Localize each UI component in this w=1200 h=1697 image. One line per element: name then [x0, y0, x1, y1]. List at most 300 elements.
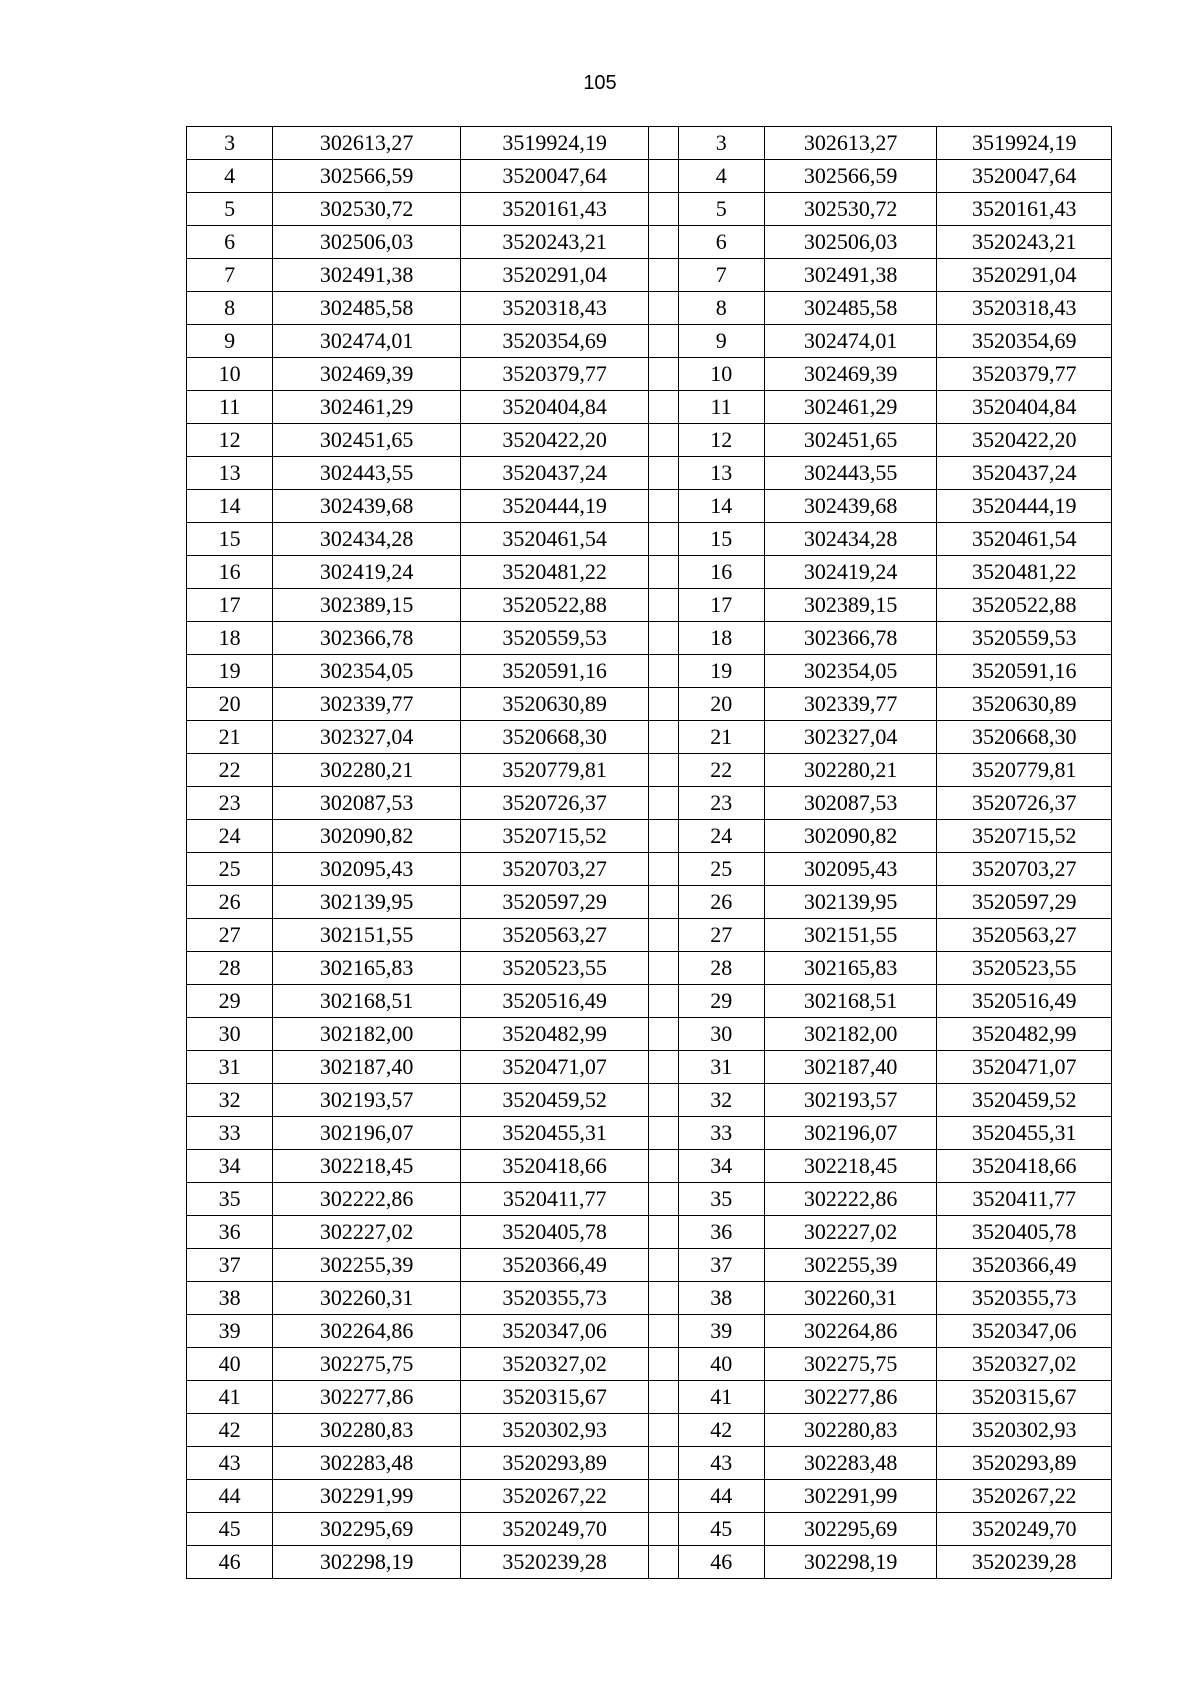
point-number-cell-right: 6: [678, 226, 764, 259]
y-coordinate-cell: 3520668,30: [460, 721, 649, 754]
coordinates-table-body: [187, 127, 1112, 1579]
x-coordinate-cell: 302277,86: [273, 1381, 461, 1414]
x-coordinate-cell-right: 302327,04: [764, 721, 937, 754]
y-coordinate-cell-right: 3520366,49: [937, 1249, 1112, 1282]
spacer-cell: [649, 1282, 678, 1315]
point-number-cell-right: 33: [678, 1117, 764, 1150]
x-coordinate-cell-right: 302280,21: [764, 754, 937, 787]
spacer-cell: [649, 655, 678, 688]
table-row: [187, 1249, 1112, 1282]
spacer-cell: [649, 688, 678, 721]
point-number-cell: 23: [187, 787, 273, 820]
point-number-cell: 11: [187, 391, 273, 424]
point-number-cell: 25: [187, 853, 273, 886]
point-number-cell: 35: [187, 1183, 273, 1216]
table-row: [187, 688, 1112, 721]
x-coordinate-cell-right: 302087,53: [764, 787, 937, 820]
y-coordinate-cell: 3520366,49: [460, 1249, 649, 1282]
y-coordinate-cell: 3520516,49: [460, 985, 649, 1018]
y-coordinate-cell: 3520597,29: [460, 886, 649, 919]
y-coordinate-cell: 3520482,99: [460, 1018, 649, 1051]
table-row: [187, 886, 1112, 919]
table-row: [187, 919, 1112, 952]
x-coordinate-cell: 302283,48: [273, 1447, 461, 1480]
x-coordinate-cell: 302530,72: [273, 193, 461, 226]
spacer-cell: [649, 886, 678, 919]
point-number-cell-right: 15: [678, 523, 764, 556]
x-coordinate-cell-right: 302613,27: [764, 127, 937, 160]
table-row: [187, 127, 1112, 160]
spacer-cell: [649, 160, 678, 193]
x-coordinate-cell: 302419,24: [273, 556, 461, 589]
table-row: [187, 721, 1112, 754]
spacer-cell: [649, 1348, 678, 1381]
spacer-cell: [649, 226, 678, 259]
y-coordinate-cell-right: 3520267,22: [937, 1480, 1112, 1513]
x-coordinate-cell: 302196,07: [273, 1117, 461, 1150]
spacer-cell: [649, 1183, 678, 1216]
x-coordinate-cell: 302187,40: [273, 1051, 461, 1084]
point-number-cell-right: 39: [678, 1315, 764, 1348]
x-coordinate-cell-right: 302354,05: [764, 655, 937, 688]
point-number-cell-right: 13: [678, 457, 764, 490]
table-row: [187, 754, 1112, 787]
point-number-cell-right: 9: [678, 325, 764, 358]
spacer-cell: [649, 853, 678, 886]
y-coordinate-cell-right: 3520347,06: [937, 1315, 1112, 1348]
point-number-cell: 43: [187, 1447, 273, 1480]
y-coordinate-cell-right: 3520516,49: [937, 985, 1112, 1018]
y-coordinate-cell: 3520703,27: [460, 853, 649, 886]
point-number-cell-right: 18: [678, 622, 764, 655]
x-coordinate-cell: 302366,78: [273, 622, 461, 655]
spacer-cell: [649, 820, 678, 853]
spacer-cell: [649, 1546, 678, 1579]
x-coordinate-cell-right: 302366,78: [764, 622, 937, 655]
y-coordinate-cell: 3520047,64: [460, 160, 649, 193]
point-number-cell-right: 24: [678, 820, 764, 853]
y-coordinate-cell-right: 3520354,69: [937, 325, 1112, 358]
spacer-cell: [649, 127, 678, 160]
spacer-cell: [649, 1018, 678, 1051]
x-coordinate-cell-right: 302469,39: [764, 358, 937, 391]
y-coordinate-cell-right: 3520355,73: [937, 1282, 1112, 1315]
x-coordinate-cell: 302298,19: [273, 1546, 461, 1579]
y-coordinate-cell: 3520355,73: [460, 1282, 649, 1315]
y-coordinate-cell-right: 3520379,77: [937, 358, 1112, 391]
x-coordinate-cell: 302469,39: [273, 358, 461, 391]
x-coordinate-cell: 302443,55: [273, 457, 461, 490]
x-coordinate-cell-right: 302443,55: [764, 457, 937, 490]
point-number-cell: 26: [187, 886, 273, 919]
y-coordinate-cell: 3520315,67: [460, 1381, 649, 1414]
y-coordinate-cell: 3520726,37: [460, 787, 649, 820]
spacer-cell: [649, 1315, 678, 1348]
spacer-cell: [649, 952, 678, 985]
point-number-cell-right: 43: [678, 1447, 764, 1480]
y-coordinate-cell-right: 3520422,20: [937, 424, 1112, 457]
point-number-cell-right: 5: [678, 193, 764, 226]
table-row: [187, 1150, 1112, 1183]
point-number-cell: 30: [187, 1018, 273, 1051]
y-coordinate-cell: 3520239,28: [460, 1546, 649, 1579]
x-coordinate-cell: 302354,05: [273, 655, 461, 688]
point-number-cell: 18: [187, 622, 273, 655]
y-coordinate-cell-right: 3520405,78: [937, 1216, 1112, 1249]
point-number-cell-right: 14: [678, 490, 764, 523]
table-row: [187, 292, 1112, 325]
table-row: [187, 490, 1112, 523]
spacer-cell: [649, 424, 678, 457]
y-coordinate-cell: 3520379,77: [460, 358, 649, 391]
y-coordinate-cell: 3520779,81: [460, 754, 649, 787]
spacer-cell: [649, 1480, 678, 1513]
y-coordinate-cell: 3520471,07: [460, 1051, 649, 1084]
point-number-cell-right: 45: [678, 1513, 764, 1546]
point-number-cell-right: 8: [678, 292, 764, 325]
table-row: [187, 952, 1112, 985]
table-row: [187, 1447, 1112, 1480]
point-number-cell-right: 7: [678, 259, 764, 292]
y-coordinate-cell: 3520444,19: [460, 490, 649, 523]
y-coordinate-cell-right: 3520291,04: [937, 259, 1112, 292]
x-coordinate-cell: 302095,43: [273, 853, 461, 886]
x-coordinate-cell-right: 302168,51: [764, 985, 937, 1018]
point-number-cell-right: 19: [678, 655, 764, 688]
point-number-cell: 21: [187, 721, 273, 754]
point-number-cell: 14: [187, 490, 273, 523]
x-coordinate-cell: 302260,31: [273, 1282, 461, 1315]
point-number-cell: 32: [187, 1084, 273, 1117]
x-coordinate-cell: 302295,69: [273, 1513, 461, 1546]
x-coordinate-cell: 302139,95: [273, 886, 461, 919]
x-coordinate-cell: 302222,86: [273, 1183, 461, 1216]
point-number-cell: 24: [187, 820, 273, 853]
x-coordinate-cell: 302485,58: [273, 292, 461, 325]
table-row: [187, 1216, 1112, 1249]
table-row: [187, 1381, 1112, 1414]
y-coordinate-cell-right: 3520315,67: [937, 1381, 1112, 1414]
point-number-cell: 34: [187, 1150, 273, 1183]
table-row: [187, 1348, 1112, 1381]
point-number-cell-right: 34: [678, 1150, 764, 1183]
x-coordinate-cell: 302434,28: [273, 523, 461, 556]
point-number-cell: 3: [187, 127, 273, 160]
x-coordinate-cell: 302451,65: [273, 424, 461, 457]
x-coordinate-cell-right: 302291,99: [764, 1480, 937, 1513]
point-number-cell: 42: [187, 1414, 273, 1447]
table-row: [187, 622, 1112, 655]
table-row: [187, 556, 1112, 589]
table-row: [187, 523, 1112, 556]
x-coordinate-cell-right: 302227,02: [764, 1216, 937, 1249]
spacer-cell: [649, 1117, 678, 1150]
point-number-cell-right: 11: [678, 391, 764, 424]
point-number-cell: 17: [187, 589, 273, 622]
y-coordinate-cell-right: 3520418,66: [937, 1150, 1112, 1183]
point-number-cell: 37: [187, 1249, 273, 1282]
point-number-cell: 16: [187, 556, 273, 589]
x-coordinate-cell: 302566,59: [273, 160, 461, 193]
y-coordinate-cell: 3520318,43: [460, 292, 649, 325]
table-row: [187, 1183, 1112, 1216]
table-row: [187, 1018, 1112, 1051]
table-row: [187, 391, 1112, 424]
x-coordinate-cell-right: 302461,29: [764, 391, 937, 424]
x-coordinate-cell: 302280,21: [273, 754, 461, 787]
spacer-cell: [649, 556, 678, 589]
point-number-cell: 8: [187, 292, 273, 325]
point-number-cell: 41: [187, 1381, 273, 1414]
y-coordinate-cell: 3520418,66: [460, 1150, 649, 1183]
x-coordinate-cell-right: 302298,19: [764, 1546, 937, 1579]
y-coordinate-cell-right: 3520482,99: [937, 1018, 1112, 1051]
spacer-cell: [649, 1414, 678, 1447]
x-coordinate-cell-right: 302151,55: [764, 919, 937, 952]
x-coordinate-cell-right: 302187,40: [764, 1051, 937, 1084]
y-coordinate-cell-right: 3520597,29: [937, 886, 1112, 919]
point-number-cell-right: 26: [678, 886, 764, 919]
spacer-cell: [649, 358, 678, 391]
y-coordinate-cell-right: 3520726,37: [937, 787, 1112, 820]
y-coordinate-cell: 3520267,22: [460, 1480, 649, 1513]
point-number-cell: 33: [187, 1117, 273, 1150]
x-coordinate-cell-right: 302530,72: [764, 193, 937, 226]
point-number-cell-right: 36: [678, 1216, 764, 1249]
point-number-cell: 39: [187, 1315, 273, 1348]
x-coordinate-cell-right: 302566,59: [764, 160, 937, 193]
point-number-cell: 5: [187, 193, 273, 226]
y-coordinate-cell-right: 3520293,89: [937, 1447, 1112, 1480]
table-row: [187, 1117, 1112, 1150]
point-number-cell: 12: [187, 424, 273, 457]
x-coordinate-cell: 302165,83: [273, 952, 461, 985]
point-number-cell-right: 37: [678, 1249, 764, 1282]
x-coordinate-cell-right: 302260,31: [764, 1282, 937, 1315]
x-coordinate-cell-right: 302434,28: [764, 523, 937, 556]
point-number-cell-right: 32: [678, 1084, 764, 1117]
table-row: [187, 1546, 1112, 1579]
spacer-cell: [649, 1249, 678, 1282]
x-coordinate-cell-right: 302491,38: [764, 259, 937, 292]
point-number-cell-right: 3: [678, 127, 764, 160]
x-coordinate-cell-right: 302339,77: [764, 688, 937, 721]
x-coordinate-cell: 302327,04: [273, 721, 461, 754]
point-number-cell-right: 41: [678, 1381, 764, 1414]
y-coordinate-cell: 3520161,43: [460, 193, 649, 226]
point-number-cell: 19: [187, 655, 273, 688]
spacer-cell: [649, 754, 678, 787]
table-row: [187, 589, 1112, 622]
point-number-cell-right: 21: [678, 721, 764, 754]
y-coordinate-cell-right: 3520047,64: [937, 160, 1112, 193]
y-coordinate-cell-right: 3520302,93: [937, 1414, 1112, 1447]
table-row: [187, 457, 1112, 490]
point-number-cell-right: 22: [678, 754, 764, 787]
spacer-cell: [649, 1513, 678, 1546]
point-number-cell: 13: [187, 457, 273, 490]
y-coordinate-cell: 3520404,84: [460, 391, 649, 424]
y-coordinate-cell: 3520302,93: [460, 1414, 649, 1447]
x-coordinate-cell: 302264,86: [273, 1315, 461, 1348]
y-coordinate-cell-right: 3520471,07: [937, 1051, 1112, 1084]
y-coordinate-cell-right: 3520715,52: [937, 820, 1112, 853]
x-coordinate-cell: 302255,39: [273, 1249, 461, 1282]
x-coordinate-cell-right: 302264,86: [764, 1315, 937, 1348]
y-coordinate-cell: 3520455,31: [460, 1117, 649, 1150]
table-row: [187, 226, 1112, 259]
x-coordinate-cell-right: 302090,82: [764, 820, 937, 853]
spacer-cell: [649, 1084, 678, 1117]
x-coordinate-cell-right: 302165,83: [764, 952, 937, 985]
point-number-cell-right: 38: [678, 1282, 764, 1315]
y-coordinate-cell-right: 3520404,84: [937, 391, 1112, 424]
y-coordinate-cell: 3520523,55: [460, 952, 649, 985]
x-coordinate-cell-right: 302193,57: [764, 1084, 937, 1117]
table-row: [187, 160, 1112, 193]
point-number-cell-right: 40: [678, 1348, 764, 1381]
x-coordinate-cell-right: 302389,15: [764, 589, 937, 622]
x-coordinate-cell: 302474,01: [273, 325, 461, 358]
point-number-cell: 4: [187, 160, 273, 193]
y-coordinate-cell-right: 3519924,19: [937, 127, 1112, 160]
table-row: [187, 787, 1112, 820]
point-number-cell: 27: [187, 919, 273, 952]
y-coordinate-cell: 3520243,21: [460, 226, 649, 259]
y-coordinate-cell-right: 3520461,54: [937, 523, 1112, 556]
point-number-cell-right: 17: [678, 589, 764, 622]
y-coordinate-cell-right: 3520327,02: [937, 1348, 1112, 1381]
x-coordinate-cell: 302439,68: [273, 490, 461, 523]
x-coordinate-cell: 302291,99: [273, 1480, 461, 1513]
y-coordinate-cell: 3520630,89: [460, 688, 649, 721]
point-number-cell: 38: [187, 1282, 273, 1315]
point-number-cell: 22: [187, 754, 273, 787]
y-coordinate-cell-right: 3520455,31: [937, 1117, 1112, 1150]
point-number-cell: 40: [187, 1348, 273, 1381]
spacer-cell: [649, 523, 678, 556]
y-coordinate-cell: 3520461,54: [460, 523, 649, 556]
y-coordinate-cell-right: 3520444,19: [937, 490, 1112, 523]
y-coordinate-cell: 3520293,89: [460, 1447, 649, 1480]
x-coordinate-cell-right: 302474,01: [764, 325, 937, 358]
x-coordinate-cell: 302090,82: [273, 820, 461, 853]
point-number-cell: 36: [187, 1216, 273, 1249]
spacer-cell: [649, 1051, 678, 1084]
spacer-cell: [649, 490, 678, 523]
spacer-cell: [649, 985, 678, 1018]
table-row: [187, 193, 1112, 226]
y-coordinate-cell: 3520422,20: [460, 424, 649, 457]
y-coordinate-cell-right: 3520591,16: [937, 655, 1112, 688]
y-coordinate-cell-right: 3520523,55: [937, 952, 1112, 985]
point-number-cell: 15: [187, 523, 273, 556]
spacer-cell: [649, 193, 678, 226]
point-number-cell: 6: [187, 226, 273, 259]
y-coordinate-cell: 3520354,69: [460, 325, 649, 358]
spacer-cell: [649, 589, 678, 622]
table-row: [187, 1414, 1112, 1447]
x-coordinate-cell: 302506,03: [273, 226, 461, 259]
x-coordinate-cell-right: 302095,43: [764, 853, 937, 886]
point-number-cell: 7: [187, 259, 273, 292]
point-number-cell-right: 25: [678, 853, 764, 886]
point-number-cell: 20: [187, 688, 273, 721]
point-number-cell: 45: [187, 1513, 273, 1546]
table-row: [187, 1084, 1112, 1117]
x-coordinate-cell: 302151,55: [273, 919, 461, 952]
table-row: [187, 259, 1112, 292]
y-coordinate-cell: 3520405,78: [460, 1216, 649, 1249]
y-coordinate-cell-right: 3520559,53: [937, 622, 1112, 655]
y-coordinate-cell-right: 3520243,21: [937, 226, 1112, 259]
point-number-cell: 10: [187, 358, 273, 391]
spacer-cell: [649, 919, 678, 952]
spacer-cell: [649, 292, 678, 325]
table-row: [187, 985, 1112, 1018]
x-coordinate-cell-right: 302222,86: [764, 1183, 937, 1216]
spacer-cell: [649, 325, 678, 358]
point-number-cell-right: 20: [678, 688, 764, 721]
x-coordinate-cell-right: 302451,65: [764, 424, 937, 457]
y-coordinate-cell-right: 3520563,27: [937, 919, 1112, 952]
y-coordinate-cell: 3520559,53: [460, 622, 649, 655]
point-number-cell-right: 12: [678, 424, 764, 457]
table-row: [187, 1513, 1112, 1546]
point-number-cell-right: 30: [678, 1018, 764, 1051]
point-number-cell-right: 42: [678, 1414, 764, 1447]
spacer-cell: [649, 391, 678, 424]
y-coordinate-cell: 3520522,88: [460, 589, 649, 622]
table-row: [187, 1315, 1112, 1348]
y-coordinate-cell: 3520291,04: [460, 259, 649, 292]
point-number-cell-right: 23: [678, 787, 764, 820]
x-coordinate-cell: 302227,02: [273, 1216, 461, 1249]
point-number-cell-right: 35: [678, 1183, 764, 1216]
x-coordinate-cell: 302280,83: [273, 1414, 461, 1447]
point-number-cell-right: 29: [678, 985, 764, 1018]
x-coordinate-cell: 302168,51: [273, 985, 461, 1018]
point-number-cell-right: 16: [678, 556, 764, 589]
spacer-cell: [649, 1216, 678, 1249]
point-number-cell-right: 4: [678, 160, 764, 193]
y-coordinate-cell-right: 3520411,77: [937, 1183, 1112, 1216]
x-coordinate-cell-right: 302255,39: [764, 1249, 937, 1282]
y-coordinate-cell: 3520249,70: [460, 1513, 649, 1546]
table-row: [187, 325, 1112, 358]
y-coordinate-cell: 3520481,22: [460, 556, 649, 589]
point-number-cell-right: 31: [678, 1051, 764, 1084]
x-coordinate-cell-right: 302280,83: [764, 1414, 937, 1447]
y-coordinate-cell-right: 3520459,52: [937, 1084, 1112, 1117]
page-number: 105: [583, 72, 617, 94]
spacer-cell: [649, 1150, 678, 1183]
table-row: [187, 1051, 1112, 1084]
point-number-cell-right: 10: [678, 358, 764, 391]
y-coordinate-cell-right: 3520437,24: [937, 457, 1112, 490]
point-number-cell: 31: [187, 1051, 273, 1084]
x-coordinate-cell-right: 302439,68: [764, 490, 937, 523]
x-coordinate-cell: 302461,29: [273, 391, 461, 424]
x-coordinate-cell: 302182,00: [273, 1018, 461, 1051]
x-coordinate-cell: 302491,38: [273, 259, 461, 292]
point-number-cell-right: 44: [678, 1480, 764, 1513]
spacer-cell: [649, 787, 678, 820]
x-coordinate-cell-right: 302419,24: [764, 556, 937, 589]
x-coordinate-cell-right: 302295,69: [764, 1513, 937, 1546]
spacer-cell: [649, 457, 678, 490]
table-row: [187, 853, 1112, 886]
